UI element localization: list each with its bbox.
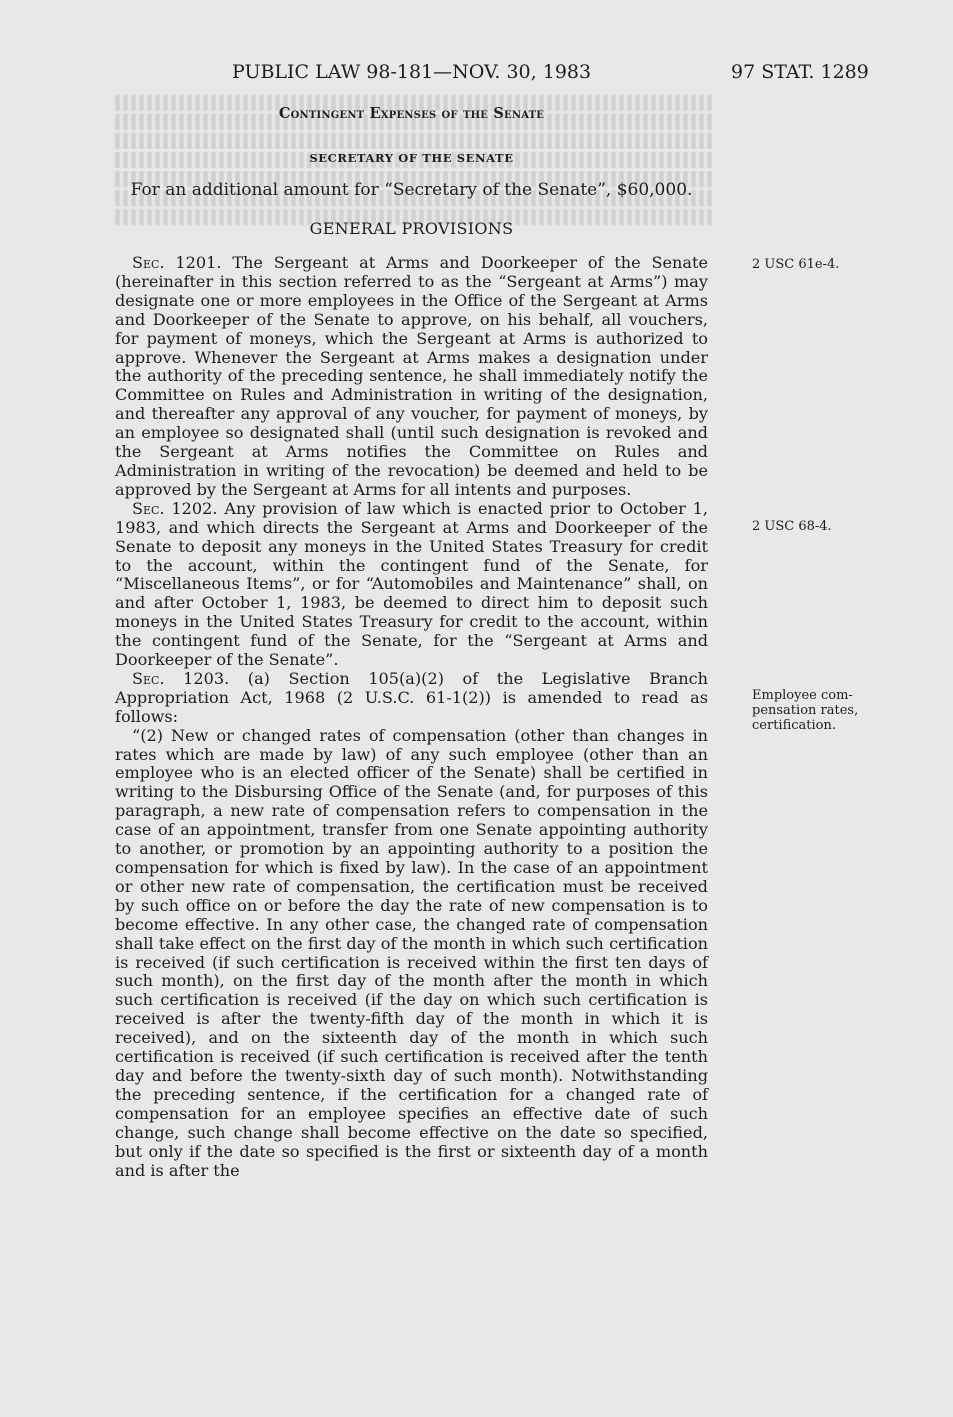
appropriation-amount: For an additional amount for “Secretary of the Senate”, $60,000. [130,180,693,200]
section-label: Sec. 1203. [132,668,230,688]
section-text: Any provision of law which is enacted prior to October 1, 1983, and which directs the Sergeant at Arms and Doorkeeper of the Senate to deposit any moneys in the United States Treasury for credit to the account, within the contingent fund of the Senate, for “Miscellaneous Items”, or for “Automobiles and Maintenance” shall, on and after October 1, 1983, be deemed to direct him to deposit such moneys in the United States Treasury for credit to the account, within the contingent fund of the Senate, for the “Sergeant at Arms and Doorkeeper of the Senate”. [115,498,709,670]
section-text: The Sergeant at Arms and Doorkeeper of the Senate (hereinafter in this section referred to as the “Sergeant at Arms”) may designate one or more employees in the Office of the Sergeant at Arms and Doorkeeper of the Senate to approve, on his behalf, all vouchers, for payment of moneys, which the Sergeant at Arms is authorized to approve. Whenever the Sergeant at Arms makes a designation under the authority of the preceding sentence, he shall immediately notify the Committee on Rules and Administration in writing of the designation, and thereafter any approval of any voucher, for payment of moneys, by an employee so designated shall (until such designation is revoked and the Sergeant at Arms notifies the Committee on Rules and Administration in writing of the revocation) be deemed and held to be approved by the Sergeant at Arms for all intents and purposes. [115,253,709,499]
margin-note-employee-compensation: Employee com- pensation rates, certification. [752,688,859,733]
heading-general-provisions: GENERAL PROVISIONS [309,219,514,238]
section-text: (a) Section 105(a)(2) of the Legislative Branch Appropriation Act, 1968 (2 U.S.C. 61-1(2)) is amended to read as follows: [115,668,708,726]
section-1203-paragraph-2 [115,727,708,1181]
section-label: Sec. 1202. [132,498,218,518]
section-text: “(2) New or changed rates of compensation (other than changes in rates which are made by law) of any such employee (other than an employee who is an elected officer of the Senate) shall be certified in writing to the Disbursing Office of the Senate (and, for purposes of this paragraph, a new rate of compensation refers to compensation in the case of an appointment, transfer from one Senate appointing authority to another, or promotion by an appointing authority to a position the compensation for which is fixed by law). In the case of an appointment or other new rate of compensation, the certification must be received by such office on or before the day the rate of new compensation is to become effective. In any other case, the changed rate of compensation shall take effect on the first day of the month in which such certification is received (if such certification is received within the first ten days of such month), on the first day of the month after the month in which such certification is received (if the day on which such certification is received is after the twenty-fifth day of the month in which it is received), and on the sixteenth day of the month in which such certification is received (if such certification is received after the tenth day and before the twenty-sixth day of such month). Notwithstanding the preceding sentence, if the certification for a changed rate of compensation for an employee specifies an effective date of such change, such change shall become effective on the date so specified, but only if the date so specified is the first or sixteenth day of a month and is after the [115,725,708,1180]
section-1203 [115,670,708,727]
heading-secretary: SECRETARY OF THE SENATE [309,151,514,165]
section-1201 [115,254,708,500]
stat-page-number: 97 STAT. 1289 [731,61,869,83]
section-label: Sec. 1201. [132,253,222,272]
margin-note-2usc61e4: 2 USC 61e-4. [752,257,840,272]
margin-note-2usc684: 2 USC 68-4. [752,519,832,534]
provisions-body [115,254,708,1180]
law-title: PUBLIC LAW 98-181—NOV. 30, 1983 [232,61,592,83]
heading-contingent-expenses: Contingent Expenses of the Senate [278,105,545,122]
section-1202 [115,500,708,670]
